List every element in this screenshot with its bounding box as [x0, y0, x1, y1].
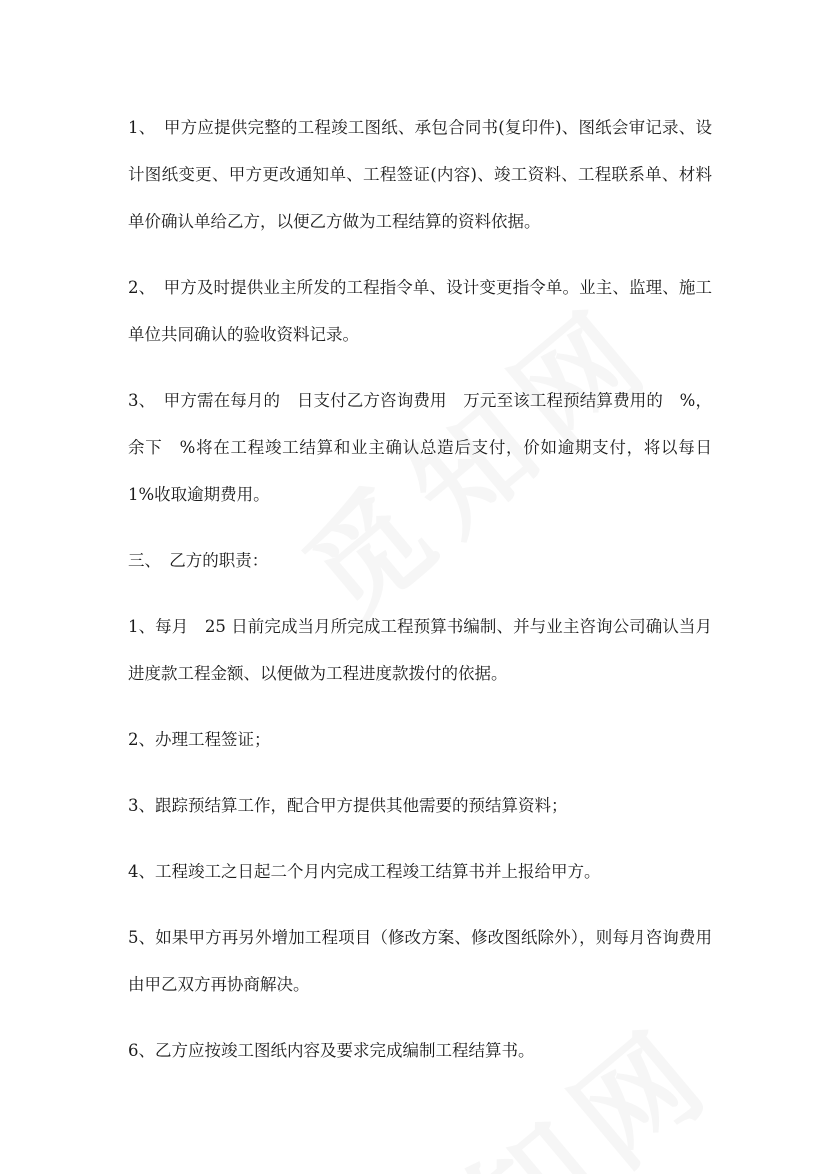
clause-b-1: 1、每月 25 日前完成当月所完成工程预算书编制、并与业主咨询公司确认当月进度款工程金额、以便做为工程进度款拨付的依据。 — [128, 617, 712, 683]
clause-a-3: 3、 甲方需在每月的 日支付乙方咨询费用 万元至该工程预结算费用的 %，余下 %将在工程竣工结算和业主确认总造后支付，价如逾期支付，将以每日 1%收取逾期费用。 — [128, 391, 712, 504]
clause-b-6: 6、乙方应按竣工图纸内容及要求完成编制工程结算书。 — [128, 1041, 535, 1060]
clause-b-4: 4、工程竣工之日起二个月内完成工程竣工结算书并上报给甲方。 — [128, 862, 601, 881]
clause-b-2: 2、办理工程签证； — [128, 730, 271, 749]
clause-a-2: 2、 甲方及时提供业主所发的工程指令单、设计变更指令单。业主、监理、施工单位共同确认的验收资料记录。 — [128, 278, 712, 344]
clause-b-3: 3、跟踪预结算工作，配合甲方提供其他需要的预结算资料； — [128, 796, 568, 815]
section-heading-party-b-duties: 三、 乙方的职责： — [128, 551, 269, 570]
clause-b-5: 5、如果甲方再另外增加工程项目（修改方案、修改图纸除外），则每月咨询费用由甲乙双方再协商解决。 — [128, 928, 712, 994]
clause-a-1: 1、 甲方应提供完整的工程竣工图纸、承包合同书(复印件)、图纸会审记录、设计图纸变更、甲方更改通知单、工程签证(内容)、竣工资料、工程联系单、材料单价确认单给乙方，以便乙方做为工程结算的资料依据。 — [128, 118, 712, 231]
document-body — [128, 104, 712, 1074]
